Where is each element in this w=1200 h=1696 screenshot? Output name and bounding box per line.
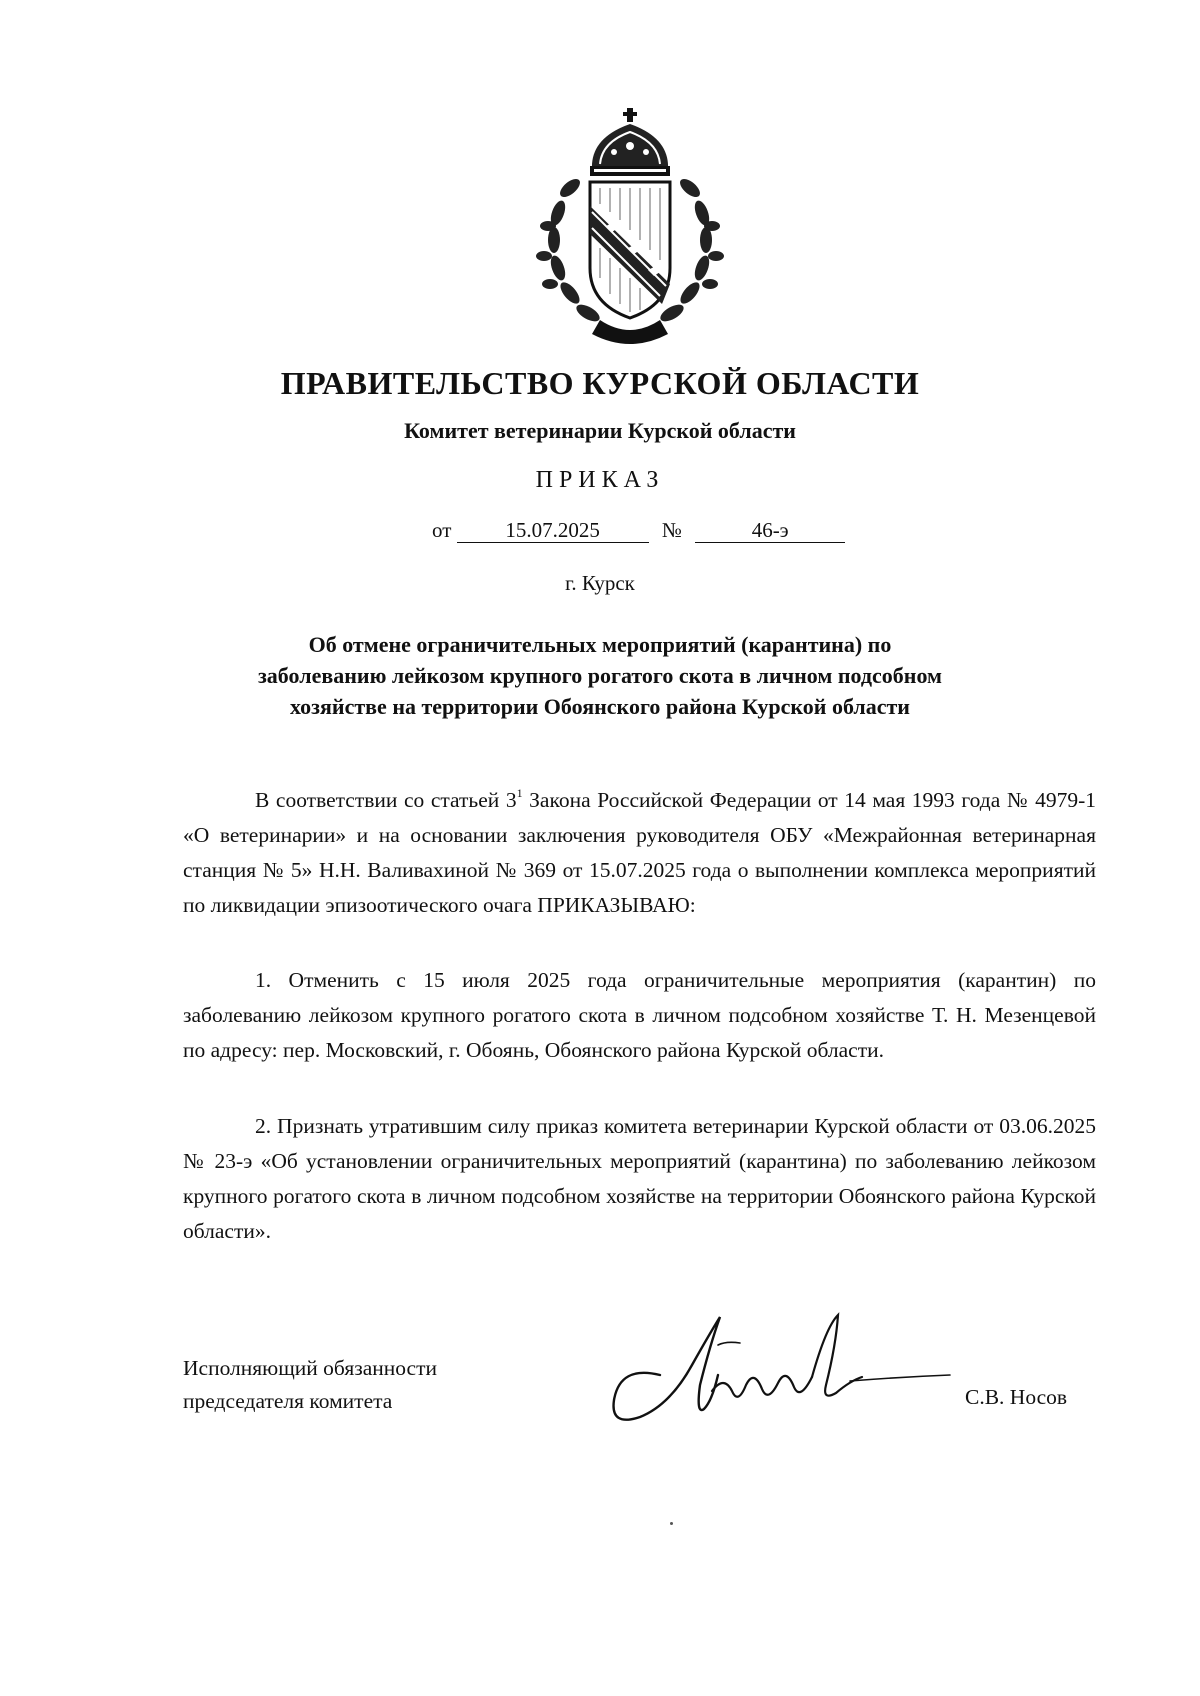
item-2-text: 2. Признать утратившим силу приказ комитета ветеринарии Курской области от 03.06.2025 № 23-э «Об установлении ограничительных мероприятий (карантина) по заболеванию лейкозом крупного рогатого скота в личном подсобном хозяйстве на территории Обоянского района Курской области».: [183, 1114, 1096, 1243]
order-number: 46-э: [695, 518, 845, 543]
from-label: от: [432, 518, 452, 542]
scan-speck: [670, 1522, 673, 1525]
intro-paragraph: [183, 783, 1096, 923]
order-subject: [150, 629, 1050, 722]
signatory-name: С.В. Носов: [965, 1385, 1068, 1409]
subject-line-1: Об отмене ограничительных мероприятий (карантина) по: [308, 632, 892, 657]
order-item-2: [183, 1109, 1096, 1249]
item-1-text: 1. Отменить с 15 июля 2025 года ограничительные мероприятия (карантин) по заболеванию лейкозом крупного рогатого скота в личном подсобном хозяйстве Т. Н. Мезенцевой по адресу: пер. Московский, г. Обоянь, Обоянского района Курской области.: [183, 968, 1096, 1062]
committee-name: Комитет ветеринарии Курской области: [404, 418, 796, 443]
position-line-2: председателя комитета: [183, 1389, 393, 1413]
intro-text-b: Закона Российской Федерации от 14 мая 1993 года № 4979-1 «О ветеринарии» и на основании заключения руководителя ОБУ «Межрайонная ветеринарная станция № 5» Н.Н. Валивахиной № 369 от 15.07.2025 года о выполнении комплекса мероприятий по ликвидации эпизоотического очага ПРИКАЗЫВАЮ:: [183, 788, 1097, 917]
number-label: №: [661, 518, 682, 542]
signatory-position: [183, 1352, 437, 1418]
order-date-number-line: [432, 518, 845, 543]
document-type: ПРИКАЗ: [535, 467, 665, 493]
government-title: ПРАВИТЕЛЬСТВО КУРСКОЙ ОБЛАСТИ: [280, 365, 920, 401]
handwritten-signature-icon: [600, 1305, 970, 1435]
position-line-1: Исполняющий обязанности: [183, 1356, 437, 1380]
order-date: 15.07.2025: [457, 518, 649, 543]
subject-line-3: хозяйстве на территории Обоянского района Курской области: [290, 694, 910, 719]
intro-text-a: В соответствии со статьей 3: [255, 788, 517, 812]
kursk-coat-of-arms-icon: [530, 108, 730, 348]
city: г. Курск: [565, 571, 635, 595]
article-superscript: 1: [516, 786, 523, 800]
order-item-1: [183, 963, 1096, 1068]
subject-line-2: заболеванию лейкозом крупного рогатого скота в личном подсобном: [257, 663, 943, 688]
